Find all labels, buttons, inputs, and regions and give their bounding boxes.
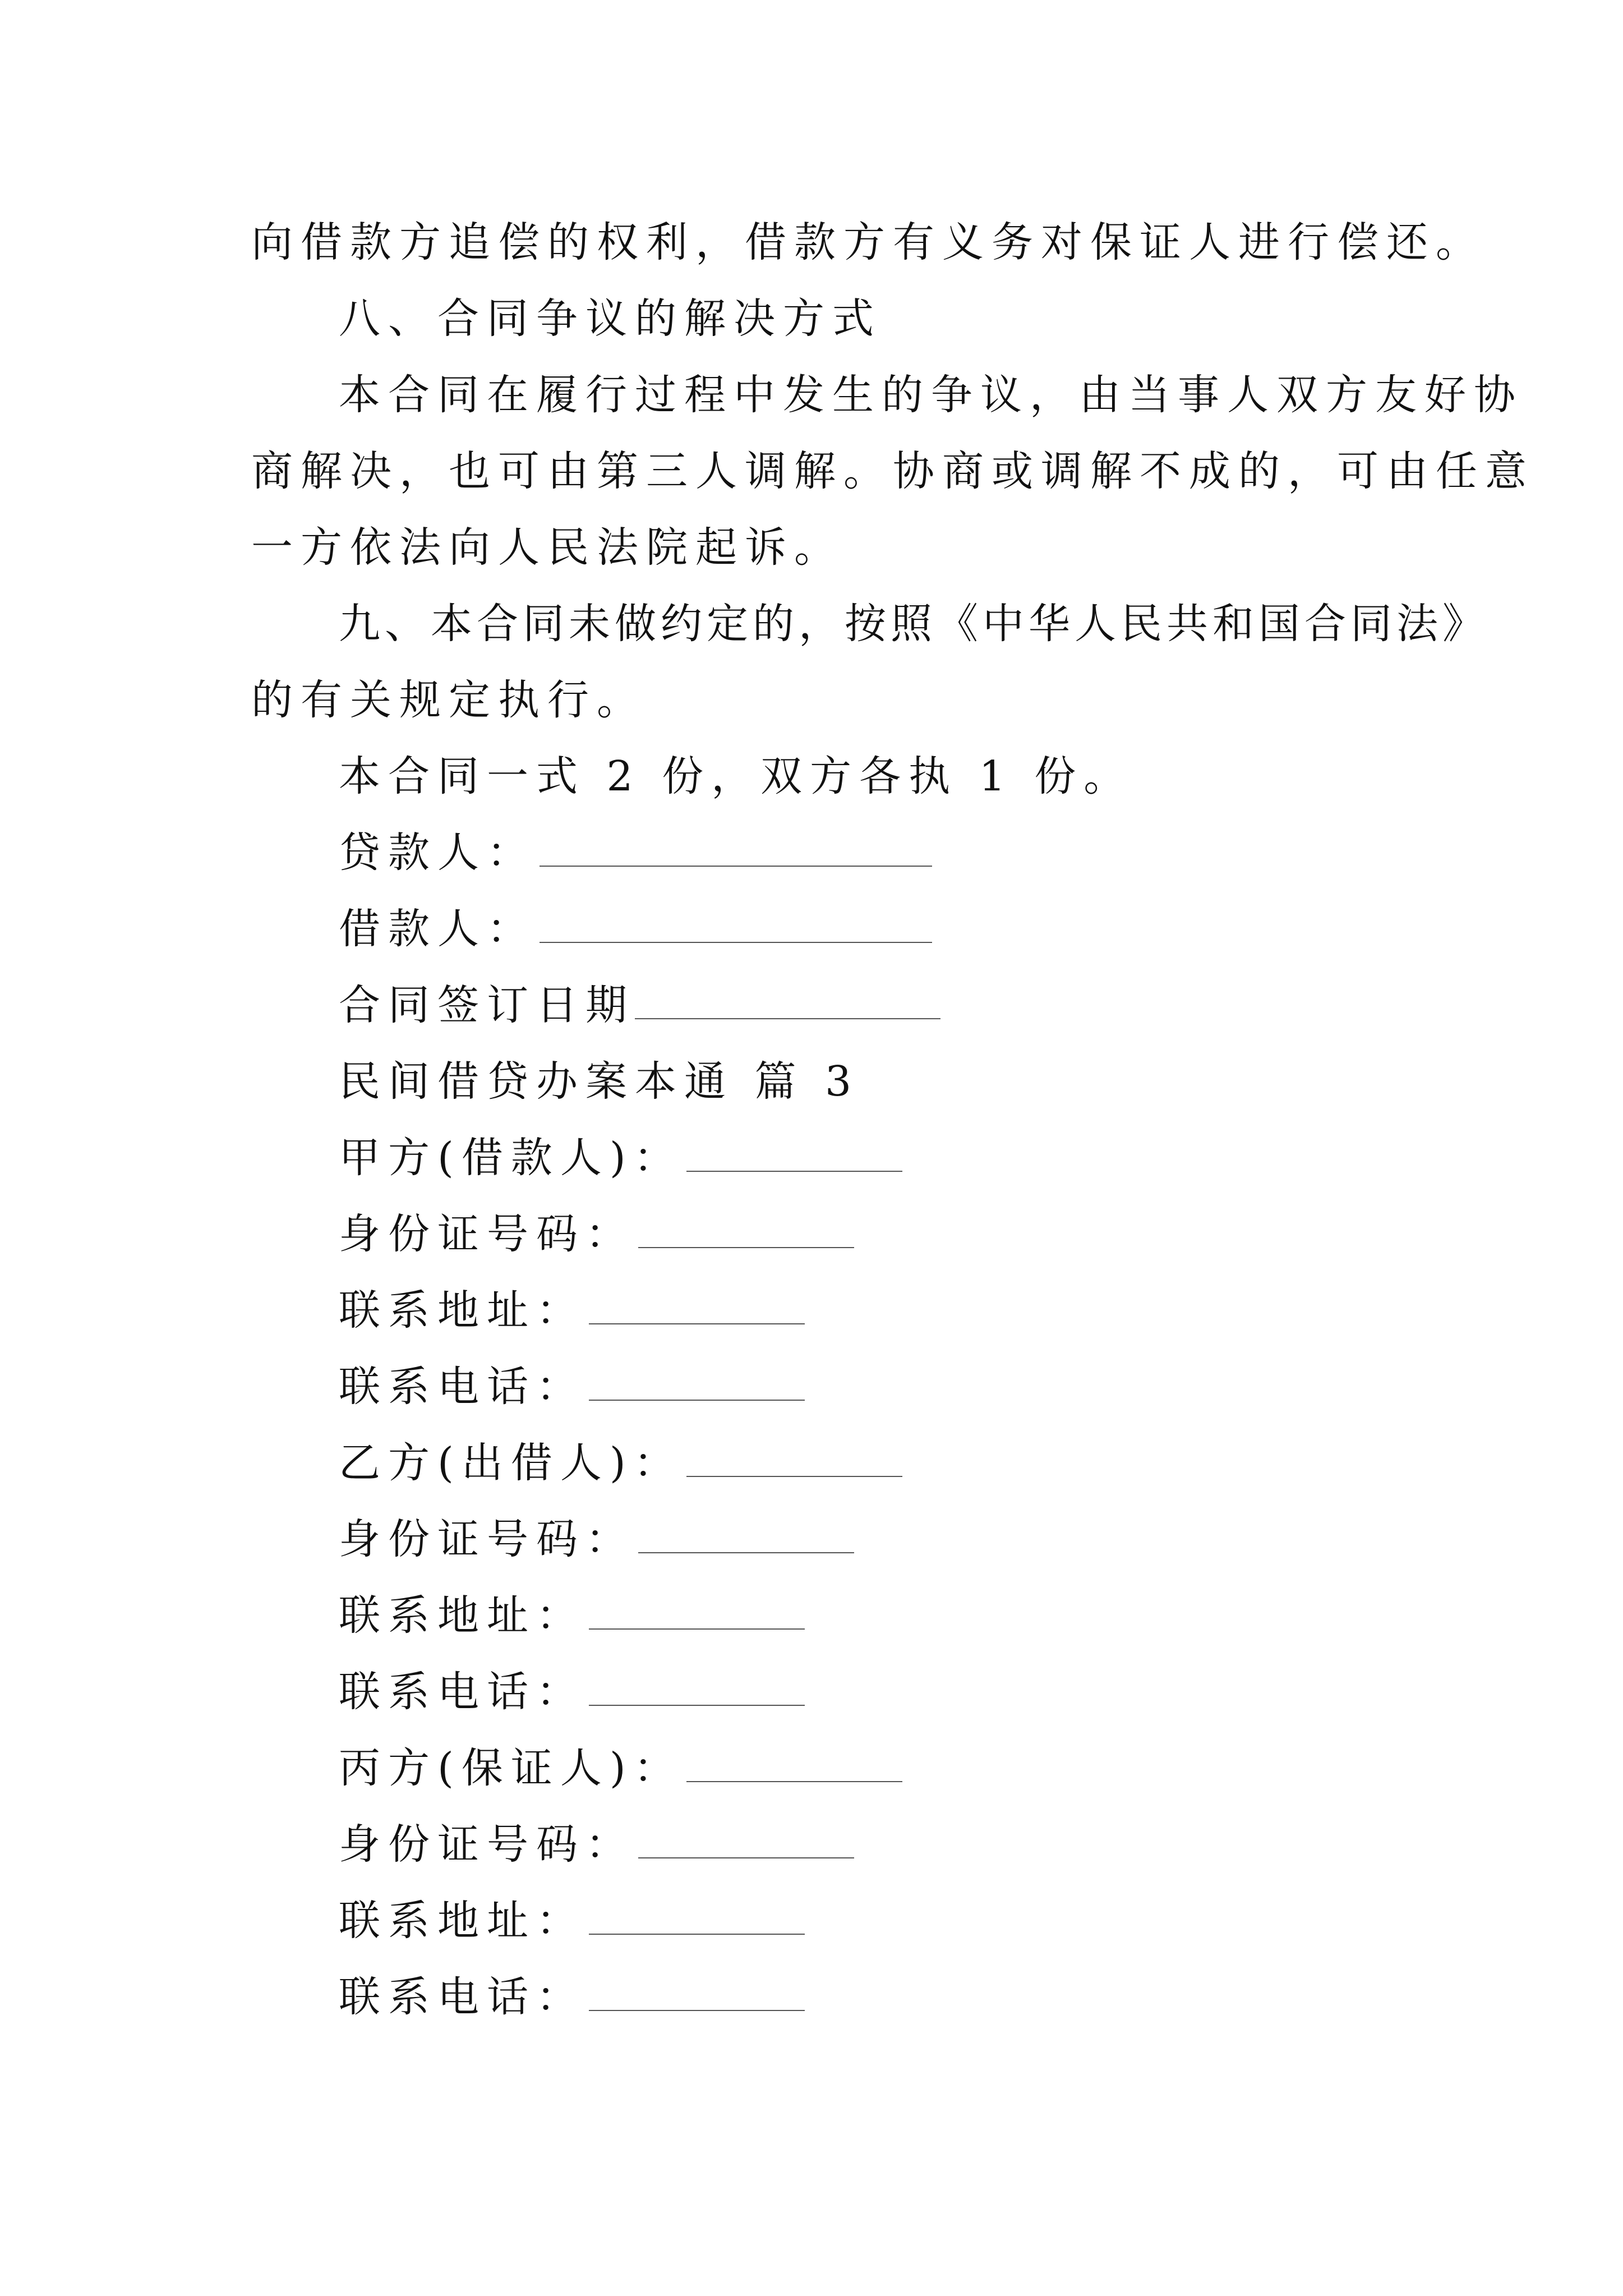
field-blank[interactable] (686, 1745, 902, 1782)
field-row (339, 1893, 805, 1949)
sign-date-blank[interactable] (635, 982, 940, 1019)
body-line: 本合同一式 2 份，双方各执 1 份。 (339, 752, 1133, 800)
field-row (339, 1816, 854, 1872)
section-title: 民间借贷办案本通 篇 3 (339, 1057, 860, 1106)
lender-blank[interactable] (540, 830, 932, 867)
field-blank[interactable] (589, 1669, 805, 1706)
field-label: 联系地址： (339, 1286, 585, 1335)
field-blank[interactable] (589, 1974, 805, 2011)
section-heading: 九、本合同未做约定的，按照《中华人民共和国合同法》 (339, 600, 1488, 648)
lender-signature-row (339, 825, 932, 881)
field-label: 身份证号码： (339, 1210, 635, 1258)
field-label: 丙方(保证人)： (339, 1744, 683, 1792)
lender-label: 贷款人： (339, 829, 536, 877)
section-heading: 八、合同争议的解决方式 (339, 295, 882, 343)
field-blank[interactable] (589, 1364, 805, 1401)
field-label: 乙方(出借人)： (339, 1439, 683, 1487)
field-blank[interactable] (589, 1593, 805, 1630)
body-line: 商解决，也可由第三人调解。协商或调解不成的，可由任意 (251, 447, 1534, 495)
borrower-blank[interactable] (540, 906, 932, 943)
field-row (339, 1435, 902, 1491)
field-blank[interactable] (686, 1440, 902, 1477)
field-label: 联系电话： (339, 1973, 585, 2021)
field-row (339, 1359, 805, 1415)
field-row (339, 1740, 902, 1796)
field-blank[interactable] (638, 1211, 854, 1248)
field-row (339, 1664, 805, 1720)
field-blank[interactable] (589, 1287, 805, 1324)
sign-date-row (339, 977, 940, 1033)
field-label: 甲方(借款人)： (339, 1134, 683, 1182)
body-line: 的有关规定执行。 (251, 676, 646, 724)
field-row (339, 1282, 805, 1338)
body-line: 一方依法向人民法院起诉。 (251, 523, 843, 572)
borrower-signature-row (339, 901, 932, 957)
field-row (339, 1511, 854, 1567)
field-blank[interactable] (589, 1898, 805, 1935)
field-label: 联系地址： (339, 1591, 585, 1640)
field-blank[interactable] (638, 1821, 854, 1858)
field-blank[interactable] (638, 1516, 854, 1553)
field-label: 身份证号码： (339, 1820, 635, 1869)
field-label: 联系地址： (339, 1897, 585, 1945)
sign-date-label: 合同签订日期 (339, 981, 635, 1029)
field-label: 联系电话： (339, 1363, 585, 1411)
field-row (339, 1206, 854, 1262)
borrower-label: 借款人： (339, 905, 536, 953)
field-blank[interactable] (686, 1135, 902, 1172)
body-line: 向借款方追偿的权利，借款方有义务对保证人进行偿还。 (251, 218, 1485, 266)
field-row (339, 1130, 902, 1186)
field-row (339, 1969, 805, 2025)
field-label: 联系电话： (339, 1668, 585, 1716)
field-row (339, 1588, 805, 1644)
body-line: 本合同在履行过程中发生的争议，由当事人双方友好协 (339, 371, 1523, 419)
field-label: 身份证号码： (339, 1515, 635, 1563)
